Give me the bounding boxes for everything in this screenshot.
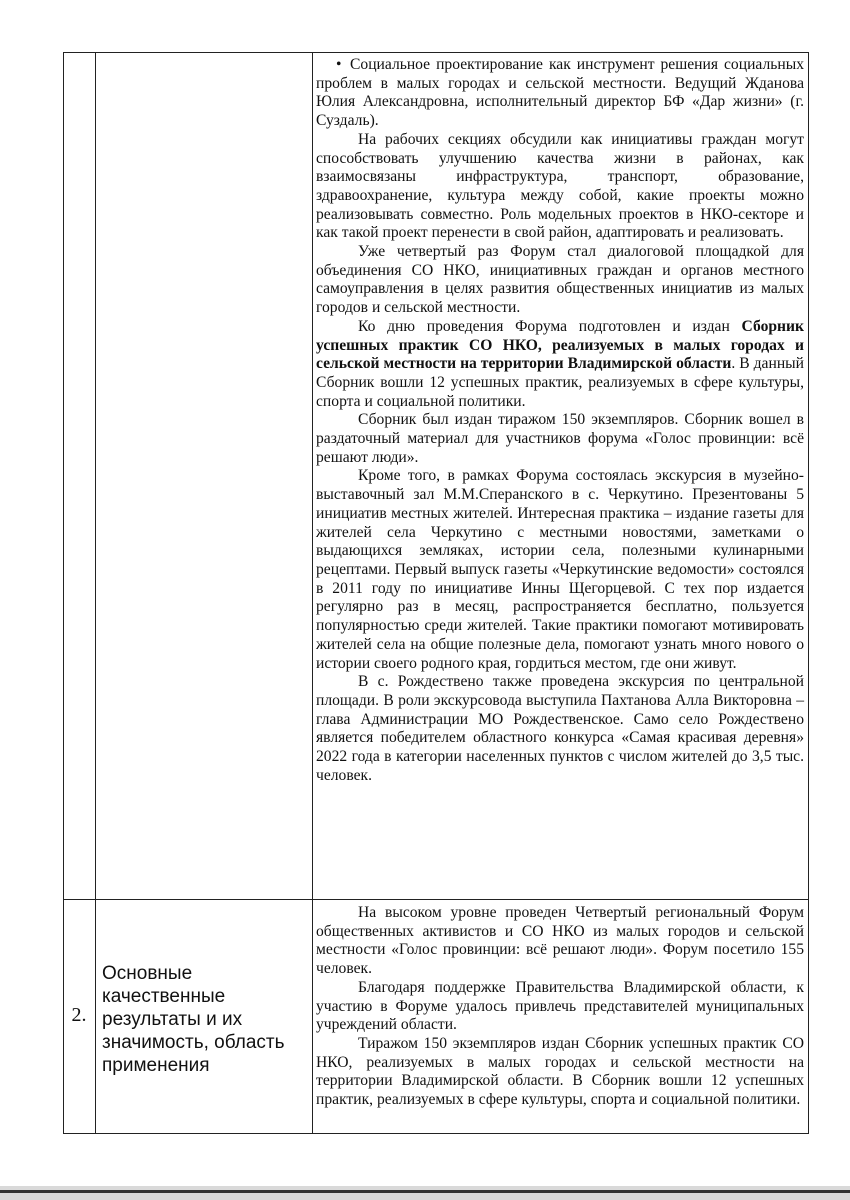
row2-paragraph: Тиражом 150 экземпляров издан Сборник успешных практик СО НКО, реализуемых в малых городах и сельской местности на территории Владимирской области. В Сборник вошли 12 успешных практик, реализуемых в сфере культуры, спорта и социальной политики. <box>316 1034 804 1109</box>
row1-bullet-paragraph <box>316 56 804 131</box>
row2-label-cell: Основные качественные результаты и их значимость, область применения <box>102 963 285 1076</box>
row1-paragraph-mixed <box>316 318 804 412</box>
row2-content-cell <box>316 904 804 1110</box>
table-border-bottom <box>63 1133 809 1134</box>
table-border-top <box>63 52 809 53</box>
paragraph-text: Социальное проектирование как инструмент решения социальных проблем в малых городах и сельской местности. Ведущий Жданова Юлия Александровна, исполнительный директор БФ «Дар жизни» (г. Суздаль). <box>316 56 804 130</box>
row1-content-cell <box>316 56 804 785</box>
paragraph-text: Ко дню проведения Форума подготовлен и издан <box>358 317 742 335</box>
row2-paragraph: На высоком уровне проведен Четвертый региональный Форум общественных активистов и СО НКО из малых городов и сельской местности «Голос провинции: всё решают люди». Форум посетило 155 человек. <box>316 904 804 978</box>
bullet-icon: • <box>336 56 342 73</box>
table-border-left <box>63 52 64 1134</box>
scan-bottom-edge <box>0 1186 850 1200</box>
table-divider-label <box>312 52 313 1134</box>
bold-title-text: Сборник успешных практик СО НКО, реализуемых в малых городах и сельской местности на территории Владимирской области <box>316 317 804 373</box>
row1-paragraph: Уже четвертый раз Форум стал диалоговой площадкой для объединения СО НКО, инициативных граждан и органов местного самоуправления в целях развития общественных инициатив из малых городов и сельской местности. <box>316 243 804 317</box>
row1-paragraph: В с. Рождествено также проведена экскурсия по центральной площади. В роли экскурсовода выступила Пахтанова Алла Викторовна – глава Администрации МО Рождественское. Само село Рождествено является победителем областного конкурса «Самая красивая деревня» 2022 года в категории населенных пунктов с числом жителей до 3,5 тыс. человек. <box>316 673 804 784</box>
table-row-divider <box>63 899 809 900</box>
paragraph-text: . В данный Сборник вошли 12 успешных практик, реализуемых в сфере культуры, спорта и социальной политики. <box>316 355 804 410</box>
row1-paragraph: Кроме того, в рамках Форума состоялась экскурсия в музейно-выставочный зал М.М.Сперанского в с. Черкутино. Презентованы 5 инициатив местных жителей. Интересная практика – издание газеты для жителей села Черкутино с местными новостями, заметками о выдающихся земляках, истории села, полезными кулинарными рецептами. Первый выпуск газеты «Черкутинские ведомости» состоялся в 2011 году по инициативе Инны Щегорцевой. С тех пор издается регулярно раз в месяц, распространяется бесплатно, пользуется популярностью среди жителей. Такие практики помогают мотивировать жителей села на общие полезные дела, помогают узнать много нового о истории своего родного края, гордиться местом, где они живут. <box>316 467 804 672</box>
row2-paragraph: Благодаря поддержке Правительства Владимирской области, к участию в Форуме удалось привлечь представителей муниципальных учреждений области. <box>316 978 804 1034</box>
table-divider-number <box>95 52 96 1134</box>
scan-edge-line <box>0 1190 850 1193</box>
row2-number-cell: 2. <box>71 1004 87 1026</box>
table-border-right <box>808 52 809 1134</box>
row1-paragraph: Сборник был издан тиражом 150 экземпляров. Сборник вошел в раздаточный материал для участников форума «Голос провинции: всё решают люди». <box>316 411 804 466</box>
row1-paragraph: На рабочих секциях обсудили как инициативы граждан могут способствовать улучшению качества жизни в районах, как взаимосвязаны инфраструктура, транспорт, образование, здравоохранение, культура между собой, какие проекты можно реализовывать совместно. Роль модельных проектов в НКО-секторе и как такой проект перенести в свой район, адаптировать и реализовать. <box>316 130 804 242</box>
